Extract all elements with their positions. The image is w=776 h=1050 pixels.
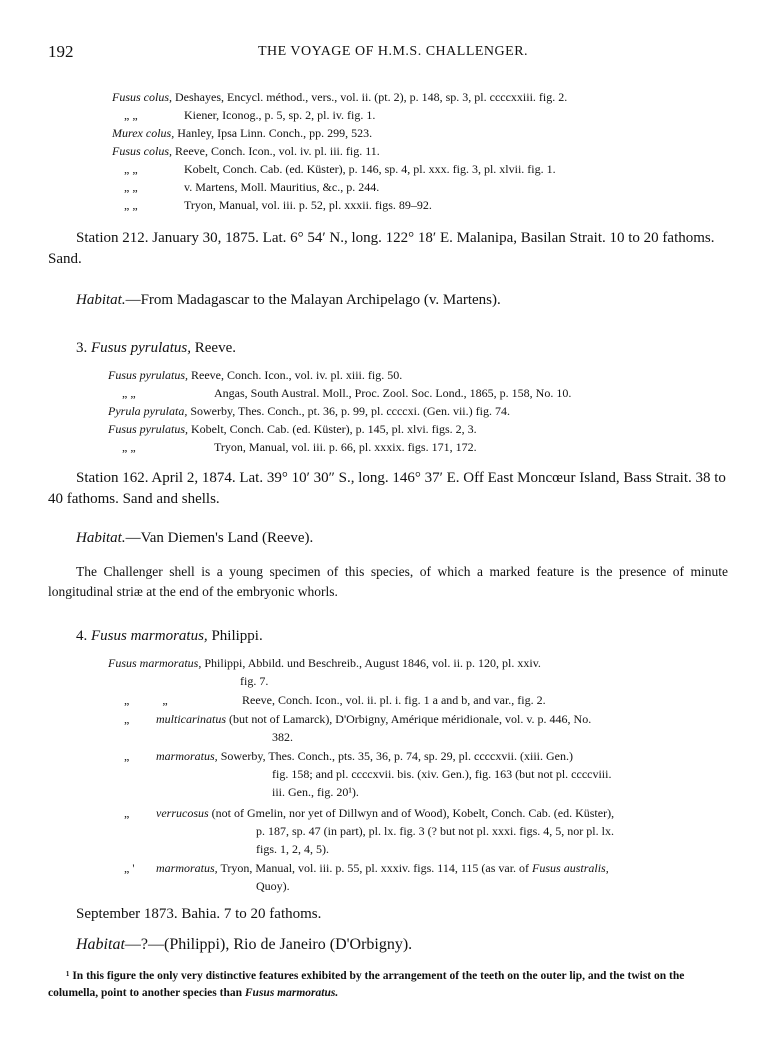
synonym-continuation: figs. 1, 2, 4, 5). [256, 842, 329, 856]
synonym-continuation: Quoy). [256, 879, 290, 893]
synonym-line: v. Martens, Moll. Mauritius, &c., p. 244. [184, 180, 380, 194]
ditto-mark: „ „ [122, 386, 136, 400]
station-212: Station 212. January 30, 1875. Lat. 6° 54′ N., long. 122° 18′ E. Malanipa, Basilan Strait. 10 to 20 fathoms. Sand. [48, 230, 715, 267]
synonym-line: Fusus colus, Reeve, Conch. Icon., vol. iv. pl. iii. fig. 11. [112, 144, 380, 158]
remark-pyrulatus: The Challenger shell is a young specimen of this species, of which a marked feature is the presence of minute longitudinal striæ at the end of the embryonic whorls. [48, 564, 728, 599]
ditto-mark: „ [124, 712, 130, 726]
ditto-mark: „ [124, 749, 130, 763]
synonym-line: Murex colus, Hanley, Ipsa Linn. Conch., pp. 299, 523. [112, 126, 373, 140]
station-162: Station 162. April 2, 1874. Lat. 39° 10′ 30″ S., long. 146° 37′ E. Off East Moncœur Island, Bass Strait. 38 to 40 fathoms. Sand and shells. [48, 470, 726, 507]
species-heading-4: 4. Fusus marmoratus, Philippi. [76, 628, 263, 644]
page-number: 192 [48, 42, 74, 61]
station-bahia: September 1873. Bahia. 7 to 20 fathoms. [76, 906, 322, 922]
synonym-line: Fusus colus, Deshayes, Encycl. méthod., vers., vol. ii. (pt. 2), p. 148, sp. 3, pl. ccccxxiii. fig. 2. [112, 90, 568, 104]
synonym-line: Pyrula pyrulata, Sowerby, Thes. Conch., pt. 36, p. 99, pl. ccccxi. (Gen. vii.) fig. 74. [108, 404, 510, 418]
synonym-line: marmoratus, Tryon, Manual, vol. iii. p. 55, pl. xxxiv. figs. 114, 115 (as var. of Fusus australis, [156, 861, 609, 875]
ditto-mark: „ „ [122, 440, 136, 454]
synonym-line: marmoratus, Sowerby, Thes. Conch., pts. 35, 36, p. 74, sp. 29, pl. ccccxvii. (xiii. Gen.) [156, 749, 573, 763]
habitat-marmoratus: Habitat—?—(Philippi), Rio de Janeiro (D'Orbigny). [76, 936, 413, 953]
synonym-line: Fusus pyrulatus, Reeve, Conch. Icon., vol. iv. pl. xiii. fig. 50. [108, 368, 403, 382]
synonym-continuation: p. 187, sp. 47 (in part), pl. lx. fig. 3 (? but not pl. xxxi. figs. 4, 5, nor pl. lx. [256, 824, 614, 838]
synonym-line: multicarinatus (but not of Lamarck), D'Orbigny, Amérique méridionale, vol. v. p. 446, No. [156, 712, 592, 726]
synonym-continuation: fig. 158; and pl. ccccxvii. bis. (xiv. Gen.), fig. 163 (but not pl. ccccviii. [272, 767, 612, 781]
ditto-mark: „ „ [124, 108, 138, 122]
ditto-mark: „ „ [124, 693, 168, 707]
ditto-mark: „ „ [124, 198, 138, 212]
habitat-pyrulatus: Habitat.—Van Diemen's Land (Reeve). [76, 530, 314, 546]
synonym-line: Fusus pyrulatus, Kobelt, Conch. Cab. (ed. Küster), p. 145, pl. xlvi. figs. 2, 3. [108, 422, 477, 436]
ditto-mark: „ „ [124, 162, 138, 176]
synonym-line: verrucosus (not of Gmelin, nor yet of Dillwyn and of Wood), Kobelt, Conch. Cab. (ed. Küster), [156, 806, 615, 820]
species-heading-3: 3. Fusus pyrulatus, Reeve. [76, 340, 236, 356]
ditto-mark: „ [124, 806, 130, 820]
synonym-line: Reeve, Conch. Icon., vol. ii. pl. i. fig. 1 a and b, and var., fig. 2. [242, 693, 546, 707]
synonym-line: Tryon, Manual, vol. iii. p. 52, pl. xxxii. figs. 89–92. [184, 198, 432, 212]
synonym-line: Kiener, Iconog., p. 5, sp. 2, pl. iv. fig. 1. [184, 108, 376, 122]
synonym-line: Kobelt, Conch. Cab. (ed. Küster), p. 146, sp. 4, pl. xxx. fig. 3, pl. xlvii. fig. 1. [184, 162, 556, 176]
page-header [48, 42, 738, 64]
running-title: THE VOYAGE OF H.M.S. CHALLENGER. [257, 44, 529, 59]
habitat-colus: Habitat.—From Madagascar to the Malayan Archipelago (v. Martens). [76, 292, 501, 308]
synonym-continuation: 382. [272, 730, 293, 744]
footnote: ¹ In this figure the only very distinctive features exhibited by the arrangement of the teeth on the outer lip, and the twist on the columella, point to another species than Fusus marmoratus. [48, 970, 685, 999]
ditto-mark: „ „ [124, 180, 138, 194]
synonym-continuation: iii. Gen., fig. 20¹). [272, 785, 359, 799]
synonym-line: Angas, South Austral. Moll., Proc. Zool. Soc. Lond., 1865, p. 158, No. 10. [214, 386, 572, 400]
synonym-continuation: fig. 7. [240, 674, 269, 688]
ditto-mark: „ ' [124, 861, 135, 875]
synonym-line: Fusus marmoratus, Philippi, Abbild. und Beschreib., August 1846, vol. ii. p. 120, pl. xxiv. [108, 656, 541, 670]
synonym-line: Tryon, Manual, vol. iii. p. 66, pl. xxxix. figs. 171, 172. [214, 440, 477, 454]
